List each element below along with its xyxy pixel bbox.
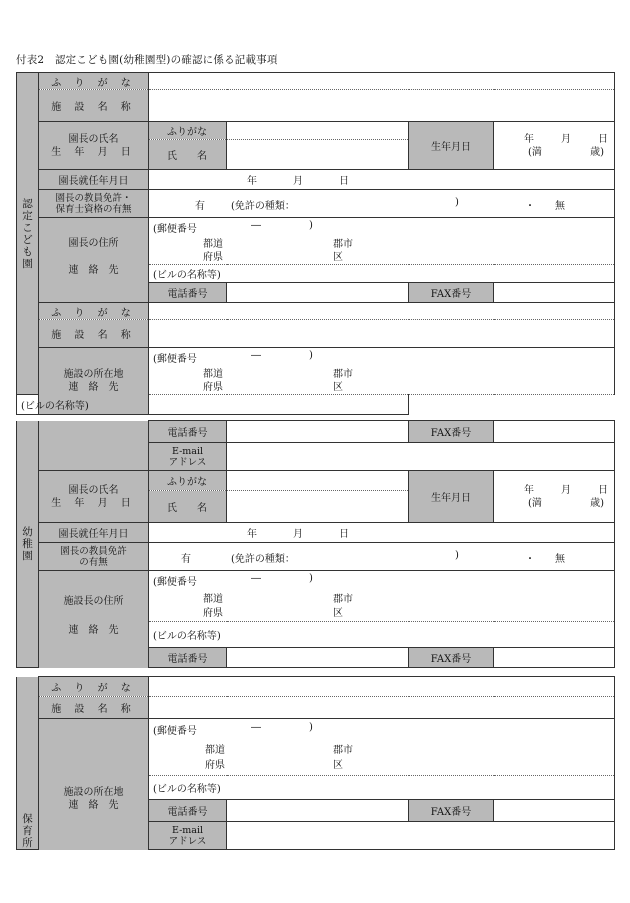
appointment-date-label: 園長就任年月日 bbox=[39, 170, 149, 190]
fax-label: FAX番号 bbox=[409, 800, 494, 822]
fax-label: FAX番号 bbox=[409, 421, 494, 443]
email-label: E-mail アドレス bbox=[149, 443, 227, 471]
birthdate-field[interactable]: 年 月 日 (満 歳) bbox=[494, 471, 615, 523]
director-furigana-field[interactable] bbox=[227, 122, 409, 140]
director-building-field[interactable]: (ビルの名称等) bbox=[149, 265, 615, 283]
phone-field[interactable] bbox=[227, 800, 409, 822]
email-field[interactable] bbox=[227, 822, 615, 850]
facility-location-label: 施設の所在地 連 絡 先 bbox=[39, 719, 149, 850]
fax-label: FAX番号 bbox=[409, 648, 494, 668]
facility-building-field[interactable]: (ビルの名称等) bbox=[149, 776, 615, 800]
birthdate-label: 生年月日 bbox=[409, 122, 494, 170]
furigana-label: ふ り が な bbox=[39, 73, 149, 90]
section-label-hoikusho: 保育所 bbox=[17, 677, 39, 850]
director-furigana-label: ふりがな bbox=[149, 471, 227, 491]
director-name-label: 園長の氏名 生 年 月 日 bbox=[39, 122, 149, 170]
facility-furigana-field[interactable] bbox=[149, 677, 615, 697]
license-qualification-field[interactable]: 有 (免許の種類： ) ・ 無 bbox=[149, 190, 615, 218]
email-label: E-mail アドレス bbox=[149, 822, 227, 850]
phone-field[interactable] bbox=[227, 421, 409, 443]
director-address-field[interactable]: (郵便番号 ― ) 都道 府県 郡市 区 bbox=[149, 218, 615, 265]
facility-name-field[interactable] bbox=[149, 320, 615, 348]
license-field[interactable]: 有 (免許の種類： ) ・ 無 bbox=[149, 543, 615, 571]
director-furigana-label: ふりがな bbox=[149, 122, 227, 140]
director-address-label: 園長の住所 連 絡 先 bbox=[39, 218, 149, 283]
phone-label: 電話番号 bbox=[149, 800, 227, 822]
email-field[interactable] bbox=[227, 443, 615, 471]
appointment-date-label: 園長就任年月日 bbox=[39, 523, 149, 543]
license-qualification-label: 園長の教員免許・ 保育士資格の有無 bbox=[39, 190, 149, 218]
license-label: 園長の教員免許 の有無 bbox=[39, 543, 149, 571]
facility-name-label: 施 設 名 称 bbox=[39, 697, 149, 719]
phone-field[interactable] bbox=[227, 283, 409, 303]
director-name-sublabel: 氏 名 bbox=[149, 491, 227, 523]
fax-field[interactable] bbox=[494, 648, 615, 668]
facility-furigana-field[interactable] bbox=[149, 303, 615, 320]
facility-location-label-cont bbox=[39, 421, 149, 471]
director-name-field[interactable] bbox=[227, 140, 409, 170]
registration-form-table-hoikusho bbox=[16, 676, 615, 850]
director-name-sublabel: 氏 名 bbox=[149, 140, 227, 170]
facility-head-building-field[interactable]: (ビルの名称等) bbox=[149, 622, 615, 648]
facility-name-field[interactable] bbox=[149, 697, 615, 719]
director-name-label: 園長の氏名 生 年 月 日 bbox=[39, 471, 149, 523]
fax-field[interactable] bbox=[494, 283, 615, 303]
phone-label: 電話番号 bbox=[149, 283, 227, 303]
fax-label: FAX番号 bbox=[409, 283, 494, 303]
facility-address-field[interactable]: (郵便番号 ― ) 都道 府県 郡市 区 bbox=[149, 348, 615, 395]
director-furigana-field[interactable] bbox=[227, 471, 409, 491]
section-label-youchien: 幼稚園 bbox=[17, 421, 39, 668]
phone-label: 電話番号 bbox=[149, 648, 227, 668]
registration-form-table-lower bbox=[16, 420, 615, 668]
furigana-label: ふ り が な bbox=[39, 677, 149, 697]
facility-head-address-field[interactable]: (郵便番号 ― ) 都道 府県 郡市 区 bbox=[149, 571, 615, 622]
facility-address-field[interactable]: (郵便番号 ― ) 都道 府県 郡市 区 bbox=[149, 719, 615, 776]
page-title: 付表2 認定こども園(幼稚園型)の確認に係る記載事項 bbox=[16, 54, 278, 66]
facility-name-label: 施 設 名 称 bbox=[39, 320, 149, 348]
furigana-label: ふ り が な bbox=[39, 303, 149, 320]
facility-name-field[interactable] bbox=[149, 90, 615, 122]
facility-head-address-label: 施設長の住所 連 絡 先 bbox=[39, 571, 149, 668]
appointment-date-field[interactable]: 年 月 日 bbox=[149, 170, 615, 190]
registration-form-table bbox=[16, 72, 615, 415]
facility-location-label: 施設の所在地 連 絡 先 bbox=[39, 348, 149, 415]
appointment-date-field[interactable]: 年 月 日 bbox=[149, 523, 615, 543]
facility-name-label: 施 設 名 称 bbox=[39, 90, 149, 122]
birthdate-field[interactable]: 年 月 日 (満 歳) bbox=[494, 122, 615, 170]
fax-field[interactable] bbox=[494, 421, 615, 443]
director-name-field[interactable] bbox=[227, 491, 409, 523]
fax-field[interactable] bbox=[494, 800, 615, 822]
facility-furigana-field[interactable] bbox=[149, 73, 615, 90]
birthdate-label: 生年月日 bbox=[409, 471, 494, 523]
section-label-kodomoen: 認定こども園 bbox=[17, 73, 39, 395]
facility-building-field[interactable]: (ビルの名称等) bbox=[17, 395, 409, 415]
phone-label: 電話番号 bbox=[149, 421, 227, 443]
phone-field[interactable] bbox=[227, 648, 409, 668]
director-contact-label-cont bbox=[39, 283, 149, 303]
